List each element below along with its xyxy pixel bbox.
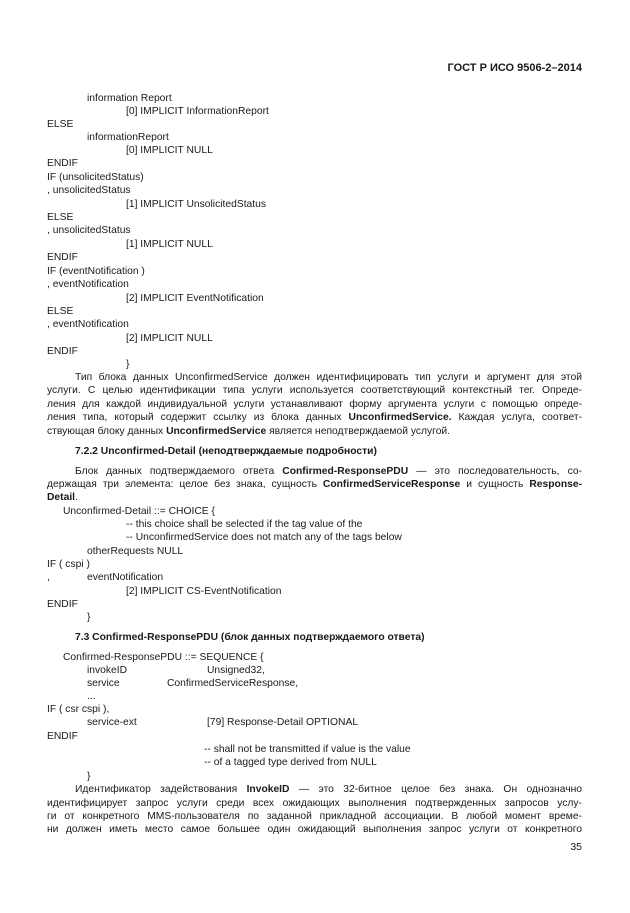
code-line: ELSE (47, 119, 74, 130)
code-line: , (47, 572, 50, 583)
code-line: service (87, 678, 120, 689)
text-line: ления для каждой индивидуальной услуги устанавливают форму аргумента услуги с помощью опреде- (47, 399, 582, 410)
code-line: [2] IMPLICIT CS-EventNotification (126, 586, 282, 597)
text-line: Detail. (47, 492, 78, 503)
code-line: ENDIF (47, 158, 78, 169)
text-line: ни должен иметь место самое большее один ожидающий выполнения запрос услуги от конкретного (47, 824, 582, 835)
text-line: держащая три элемента: целое без знака, сущность ConfirmedServiceResponse и сущность Response- (47, 479, 583, 490)
text-line: ствующая блоку данных UnconfirmedService является неподтверждаемой услугой. (47, 426, 451, 437)
code-line: Confirmed-ResponsePDU ::= SEQUENCE { (63, 652, 264, 663)
code-line: ENDIF (47, 599, 78, 610)
code-line: , eventNotification (47, 319, 129, 330)
code-line: ELSE (47, 212, 74, 223)
code-line: Unconfirmed-Detail ::= CHOICE { (63, 506, 215, 517)
code-line: [79] Response-Detail OPTIONAL (207, 717, 359, 728)
section-heading-7-3: 7.3 Confirmed-ResponsePDU (блок данных подтверждаемого ответа) (75, 632, 425, 643)
code-line: [1] IMPLICIT NULL (126, 239, 213, 250)
code-line: , unsolicitedStatus (47, 185, 131, 196)
text-line: Блок данных подтверждаемого ответа Confirmed-ResponsePDU — это последовательность, со- (75, 466, 582, 477)
code-line: IF ( csr cspi ), (47, 704, 110, 715)
text-line: услуги. С целью идентификации типа услуги используется соответствующий контекстный тег. Опреде- (47, 385, 582, 396)
code-line: , eventNotification (47, 279, 129, 290)
code-line: ... (87, 691, 96, 702)
code-line: invokeID (87, 665, 128, 676)
code-line: [0] IMPLICIT InformationReport (126, 106, 269, 117)
code-line: IF ( cspi ) (47, 559, 90, 570)
text-line: ги от конкретного MMS-пользователя по заданной прикладной ассоциации. В любой момент време- (47, 811, 582, 822)
code-line: IF (eventNotification ) (47, 266, 145, 277)
code-line: ConfirmedServiceResponse, (167, 678, 299, 689)
code-line: service-ext (87, 717, 137, 728)
code-line: otherRequests NULL (87, 546, 184, 557)
text-line: ления типа, который содержит ссылку из блока данных UnconfirmedService. Каждая услуга, соответ- (47, 412, 582, 423)
code-line: eventNotification (87, 572, 164, 583)
code-line: [1] IMPLICIT UnsolicitedStatus (126, 199, 267, 210)
code-line: ELSE (47, 306, 74, 317)
code-line: -- of a tagged type derived from NULL (204, 757, 377, 768)
code-line: Unsigned32, (207, 665, 265, 676)
code-line: [0] IMPLICIT NULL (126, 145, 213, 156)
code-line: ENDIF (47, 252, 78, 263)
code-line: [2] IMPLICIT EventNotification (126, 293, 264, 304)
page-number: 35 (570, 841, 582, 853)
text-line: Тип блока данных UnconfirmedService должен идентифицировать тип услуги и аргумент для этой (75, 372, 582, 383)
section-heading-7-2-2: 7.2.2 Unconfirmed-Detail (неподтверждаемые подробности) (75, 446, 377, 457)
text-line: идентифицирует запрос услуги среди всех ожидающих выполнения подтвержденных запросов услу- (47, 798, 582, 809)
code-line: -- shall not be transmitted if value is the value (204, 744, 411, 755)
code-line: , unsolicitedStatus (47, 225, 131, 236)
code-line: ENDIF (47, 346, 78, 357)
code-line: -- this choice shall be selected if the tag value of the (126, 519, 363, 530)
code-line: } (87, 771, 91, 782)
text-line: Идентификатор задействования InvokeID — это 32-битное целое без знака. Он однозначно (75, 784, 583, 795)
code-line: ENDIF (47, 731, 78, 742)
code-line: information Report (87, 93, 172, 104)
code-line: informationReport (87, 132, 169, 143)
code-line: } (126, 359, 130, 370)
code-line: IF (unsolicitedStatus) (47, 172, 144, 183)
page-header-title: ГОСТ Р ИСО 9506-2–2014 (447, 62, 582, 74)
code-line: -- UnconfirmedService does not match any of the tags below (126, 532, 402, 543)
code-line: [2] IMPLICIT NULL (126, 333, 213, 344)
code-line: } (87, 612, 91, 623)
